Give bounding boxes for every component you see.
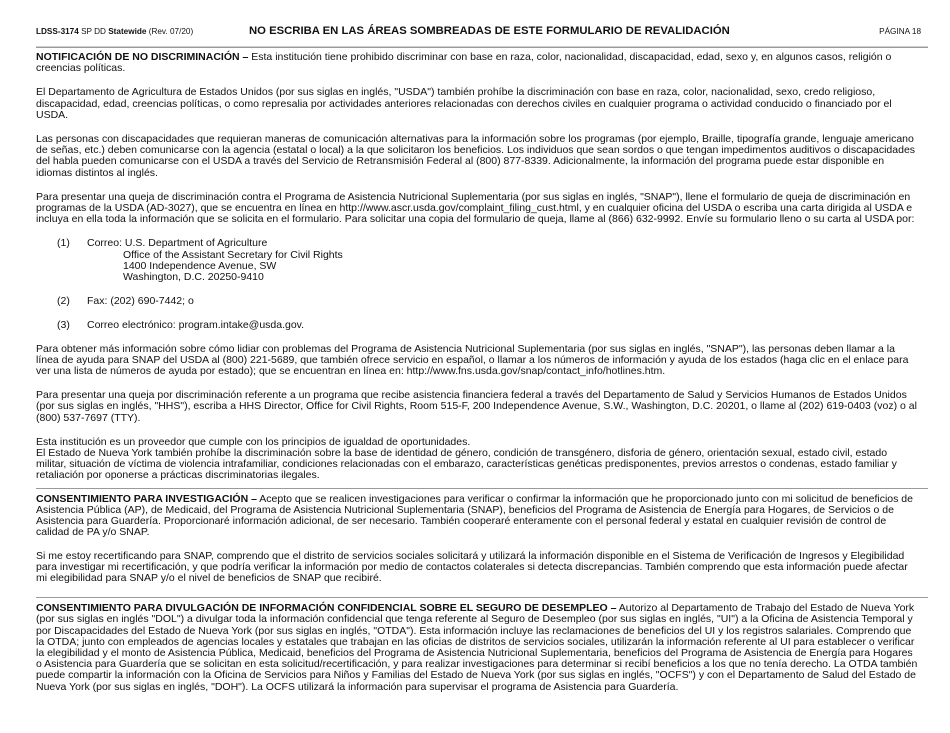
header-divider	[36, 46, 928, 48]
form-variant: SP DD	[81, 27, 106, 36]
nys-paragraph: El Estado de Nueva York también prohíbe la discriminación sobre la base de identidad de género, condición de transgénero, disforia de género, orientación sexual, estado civil, estado militar, situación de víctima de violencia intrafamiliar, condiciones relacionadas con el embarazo, características genéticas predisponentes, previos arrestos o condenas, estado familiar y retaliación por oponerse a prácticas discriminatorias ilegales.	[36, 447, 897, 482]
nondiscrimination-section	[36, 52, 920, 482]
list-number: (3)	[57, 319, 70, 332]
nondiscrimination-heading: NOTIFICACIÓN DE NO DISCRIMINACIÓN –	[36, 51, 249, 63]
unemployment-paragraph	[36, 603, 920, 693]
disabilities-paragraph: Las personas con discapacidades que requieran maneras de comunicación alternativas para la información sobre los programas (por ejemplo, Braille, tipografía grande, lenguaje americano de señas, etc.) deben comunicarse con la agencia (estatal o local) a la que solicitaron los beneficios. Los individuos que sean sordos o que tengan impedimentos auditivos o discapacidades del habla pueden comunicarse con el USDA a través del Servicio de Retransmisión Federal al (800) 877-8339. Adicionalmente, la información del programa puede estar disponible en idiomas distintos al inglés.	[36, 133, 916, 179]
mail-address-line: Washington, D.C. 20250-9410	[123, 271, 264, 284]
provider-paragraph: Esta institución es un proveedor que cumple con los principios de igualdad de oportunidades.	[36, 435, 471, 448]
complaint-paragraph: Para presentar una queja de discriminación contra el Programa de Asistencia Nutricional Suplementaria (por sus siglas en inglés, "SNAP"), llene el formulario de queja de discriminación en programas de la USDA (AD-3027), que se encuentra en línea en http://www.ascr.usda.gov/complaint_filing_cust.html, y en cualquier oficina del USDA o escriba una carta dirigida al USDA e incluya en ella toda la información que se solicita en el formulario. Para solicitar una copia del formulario de queja, llame al (866) 632-9992. Envíe su formulario lleno o su carta al USDA por:	[36, 190, 915, 226]
section-divider	[36, 597, 928, 598]
page-number: PÁGINA 18	[879, 27, 921, 36]
page-header	[36, 27, 921, 41]
list-item	[57, 320, 920, 331]
hhs-paragraph: Para presentar una queja por discriminación referente a un programa que recibe asistencia financiera federal a través del Departamento de Salud y Servicios Humanos de Estados Unidos (por sus siglas en inglés, "HHS"), escriba a HHS Director, Office for Civil Rights, Room 515-F, 200 Independence Avenue, S.W., Washington, D.C. 20201, o llame al (202) 619-0403 (voz) o al (800) 537-7697 (TTY).	[36, 389, 917, 424]
page-title: NO ESCRIBA EN LAS ÁREAS SOMBREADAS DE ESTE FORMULARIO DE REVALIDACIÓN	[249, 25, 730, 37]
mail-address-line: 1400 Independence Avenue, SW	[123, 259, 277, 272]
nondiscrimination-intro	[36, 52, 920, 74]
document-body	[36, 52, 920, 693]
mail-address-line: Office of the Assistant Secretary for Civil Rights	[123, 248, 343, 261]
investigation-section	[36, 494, 920, 584]
form-code: LDSS-3174	[36, 27, 79, 36]
usda-paragraph: El Departamento de Agricultura de Estados Unidos (por sus siglas en inglés, "USDA") también prohíbe la discriminación con base en raza, color, nacionalidad, sexo, credo religioso, discapacidad, edad, creencias políticas, o como represalia por actividades anteriores relacionadas con derechos civiles en cualquier programa o actividad conducido o financiado por el USDA.	[36, 86, 892, 121]
unemployment-section	[36, 603, 920, 693]
section-divider	[36, 488, 928, 489]
investigation-heading: CONSENTIMIENTO PARA INVESTIGACIÓN –	[36, 492, 257, 505]
form-statewide: Statewide	[108, 27, 147, 36]
list-item	[57, 238, 920, 249]
unemployment-text: Autorizo al Departamento de Trabajo del Estado de Nueva York (por sus siglas en inglés "DOL") a divulgar toda la información confidencial que tenga referente al Seguro de Desempleo (por sus siglas en inglés, "UI") a la Oficina de Asistencia Temporal y por Discapacidades del Estado de Nueva York (por sus siglas en inglés, "OTDA"). Esta información incluye las reclamaciones de beneficios del UI y los registros salariales. Comprendo que la OTDA; junto con empleados de agencias locales y estatales que trabajan en las oficias de distritos de servicios sociales, utilizarán la información referente al UI para establecer o verificar la elegibilidad y el monto de Asistencia Pública, Medicaid, beneficios del Programa de Asistencia Nutricional Suplementaria, beneficios del Programa de Asistencia de Energía para Hogares o Asistencia para Guardería que se solicitan en esta solicitud/recertificación, y para realizar investigaciones para determinar si recibí beneficios a los que no tenía derecho. La OTDA también puede compartir la información con la Oficina de Servicios para Niños y Familias del Estado de Nueva York (por sus siglas en inglés, "OCFS") y con el Departamento de Salud del Estado de Nueva York (por sus siglas en inglés, "DOH"). La OCFS utilizará la información para supervisar el programa de Asistencia para Guardería.	[36, 602, 918, 693]
list-number: (1)	[57, 237, 70, 250]
form-revision: (Rev. 07/20)	[148, 27, 194, 36]
hotline-paragraph: Para obtener más información sobre cómo lidiar con problemas del Programa de Asistencia Nutricional Suplementaria (por sus siglas en inglés, "SNAP"), las personas deben llamar a la línea de ayuda para SNAP del USDA al (800) 221-5689, que también ofrece servicio en español, o llamar a los números de información y ayuda de los estados (haga clic en el enlace para ver una lista de números de ayuda por estado); que se encuentran en línea en: http://www.fns.usda.gov/snap/contact_info/hotlines.htm.	[36, 342, 909, 378]
mail-label: Correo: U.S. Department of Agriculture	[87, 237, 268, 250]
list-number: (2)	[57, 295, 70, 308]
email-text: Correo electrónico: program.intake@usda.gov.	[87, 319, 305, 332]
fax-text: Fax: (202) 690-7442; o	[87, 295, 194, 308]
investigation-text: Acepto que se realicen investigaciones para verificar o confirmar la información que he proporcionado junto con mi solicitud de beneficios de Asistencia Pública (AP), de Medicaid, del Programa de Asistencia Nutricional Suplementaria (SNAP), beneficios del Programa de Asistencia de Energía para Hogares, de Servicios o de Asistencia para Guardería. Proporcionaré información adicional, de ser necesario. También cooperaré enteramente con el personal federal y estatal en cualquier revisión de control de calidad de PA y/o SNAP.	[36, 492, 913, 539]
contact-list	[36, 238, 920, 331]
investigation-paragraph	[36, 494, 920, 539]
form-id	[36, 27, 193, 36]
nondiscrimination-intro-text: Esta institución tiene prohibido discriminar con base en raza, color, nacionalidad, discapacidad, edad, sexo y, en algunos casos, religión o creencias políticas.	[36, 51, 892, 75]
recertification-paragraph: Si me estoy recertificando para SNAP, comprendo que el distrito de servicios sociales solicitará y utilizará la información disponible en el Sistema de Verificación de Ingresos y Elegibilidad para investigar mi recertificación, y que podría verificar la información por medio de contactos colaterales si detecta discrepancias. También comprendo que esta información puede afectar mi elegibilidad para SNAP y/o el nivel de beneficios de SNAP que recibiré.	[36, 549, 908, 584]
unemployment-heading: CONSENTIMIENTO PARA DIVULGACIÓN DE INFORMACIÓN CONFIDENCIAL SOBRE EL SEGURO DE DESEMPLEO –	[36, 602, 617, 615]
list-item	[57, 296, 920, 307]
